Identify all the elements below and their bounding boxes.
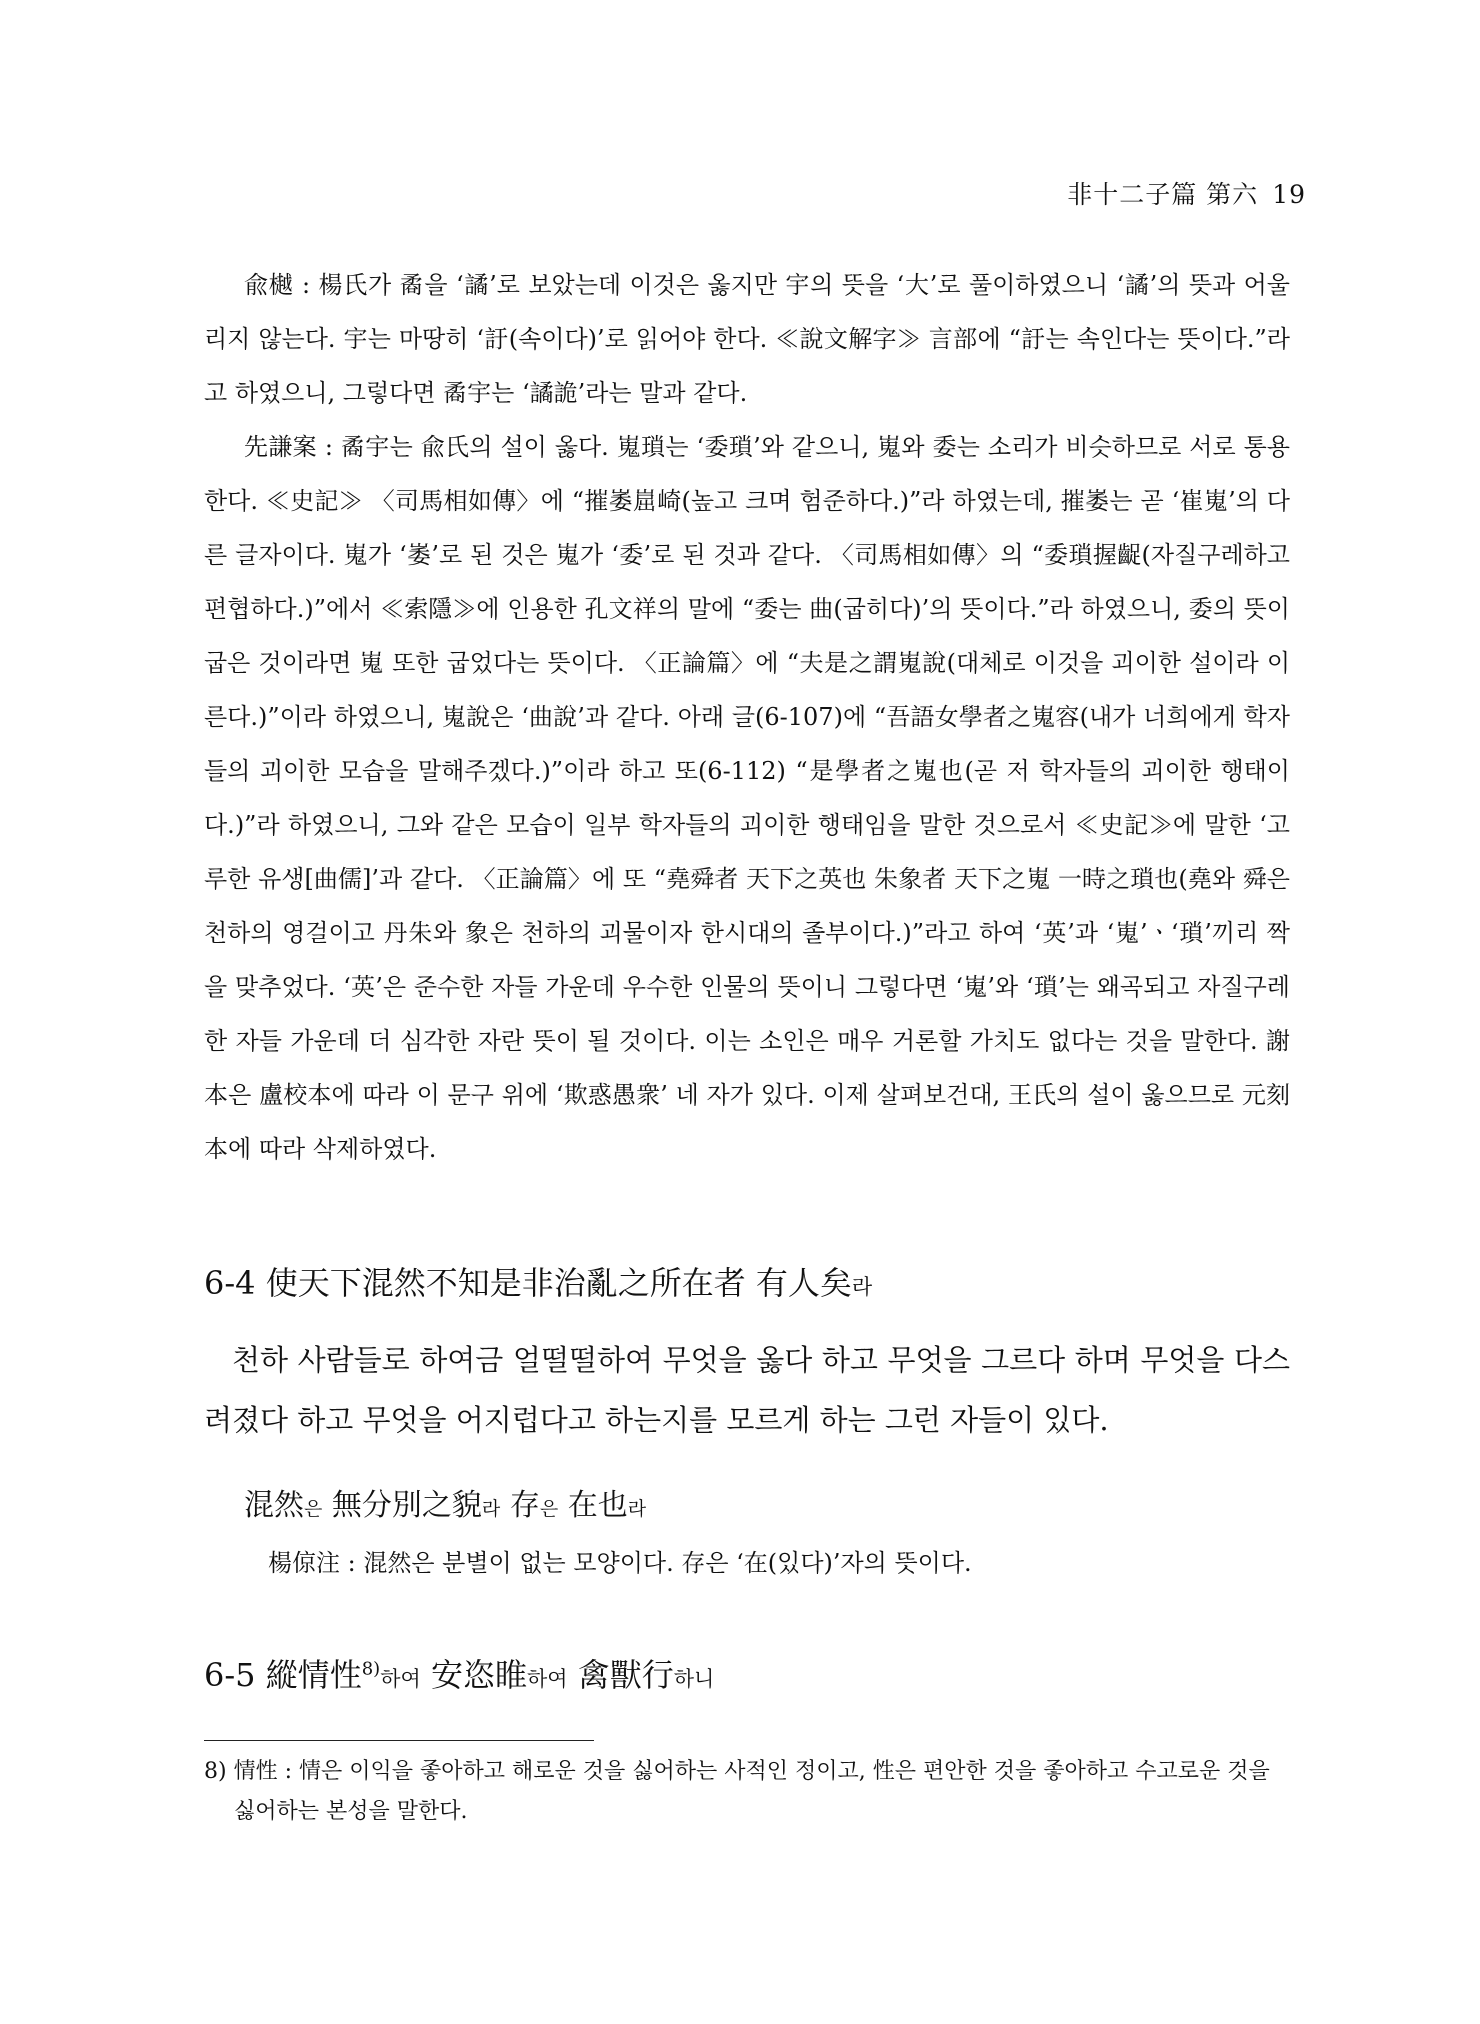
footnote-divider <box>204 1740 594 1741</box>
footnote-text: 情性 : 情은 이익을 좋아하고 해로운 것을 싫어하는 사적인 정이고, 性은 편안한 것을 좋아하고 수고로운 것을 싫어하는 본성을 말한다. <box>233 1759 1270 1824</box>
section-translation: 천하 사람들로 하여금 얼떨떨하여 무엇을 옳다 하고 무엇을 그르다 하며 무엇을 다스려졌다 하고 무엇을 어지럽다고 하는지를 모르게 하는 그런 자들이 있다. <box>204 1343 1290 1437</box>
header-title: 非十二子篇 第六 <box>1067 180 1259 209</box>
section-particle-1: 하여 <box>380 1667 421 1691</box>
section-heading-6-5 <box>204 1650 714 1696</box>
section-text: 使天下混然不知是非治亂之所在者 有人矣 <box>265 1264 852 1302</box>
annotation-commentary: 楊倞注 : 混然은 분별이 없는 모양이다. 存은 ‘在(있다)’자의 뜻이다. <box>268 1549 972 1577</box>
annotation-term-4: 在也 <box>567 1488 628 1523</box>
section-particle-2: 하여 <box>526 1667 568 1691</box>
section-term-2: 安恣睢 <box>430 1656 527 1694</box>
running-header <box>1067 175 1306 211</box>
annotation-particle-4: 라 <box>627 1498 647 1520</box>
annotation-particle-3: 은 <box>539 1498 559 1520</box>
footnote-body <box>204 1752 1290 1832</box>
section-suffix: 라 <box>851 1275 873 1299</box>
annotation-line <box>244 1480 646 1524</box>
section-number: 6-4 <box>204 1264 256 1302</box>
annotation-term-1: 混然 <box>244 1488 304 1523</box>
footnote <box>204 1752 1290 1832</box>
footnote-reference[interactable]: 8) <box>361 1658 381 1680</box>
section-term-1: 縱情性 <box>265 1656 362 1694</box>
section-term-3: 禽獸行 <box>577 1656 674 1694</box>
commentary-paragraph-yu-yue: 兪樾 : 楊氏가 矞을 ‘譎’로 보았는데 이것은 옳지만 宇의 뜻을 ‘大’로 풀이하였으니 ‘譎’의 뜻과 어울리지 않는다. 宇는 마땅히 ‘訏(속이다)’로 읽어야 한다. ≪說文解字≫ 言部에 “訏는 속인다는 뜻이다.”라고 하였으니, 그렇다면 矞宇는 ‘譎詭’라는 말과 같다. <box>204 271 1290 407</box>
section-number: 6-5 <box>204 1656 256 1694</box>
commentary-block <box>204 258 1290 1176</box>
section-heading-6-4 <box>204 1258 872 1304</box>
footnote-number: 8) <box>204 1759 227 1784</box>
page-number: 19 <box>1272 180 1306 209</box>
annotation-particle-2: 라 <box>481 1498 501 1520</box>
annotation-term-2: 無分別之貌 <box>331 1488 482 1523</box>
annotation-particle-1: 은 <box>304 1498 323 1520</box>
annotation-term-3: 存 <box>509 1488 540 1523</box>
commentary-paragraph-wang-xianqian: 先謙案 : 矞宇는 兪氏의 설이 옳다. 嵬瑣는 ‘委瑣’와 같으니, 嵬와 委는 소리가 비슷하므로 서로 통용한다. ≪史記≫ 〈司馬相如傳〉에 “摧崣崫崎(높고 크며 험준하다.)”라 하였는데, 摧崣는 곧 ‘崔嵬’의 다른 글자이다. 嵬가 ‘崣’로 된 것은 嵬가 ‘委’로 된 것과 같다. 〈司馬相如傳〉의 “委瑣握齪(자질구레하고 편협하다.)”에서 ≪索隱≫에 인용한 孔文祥의 말에 “委는 曲(굽히다)’의 뜻이다.”라 하였으니, 委의 뜻이 굽은 것이라면 嵬 또한 굽었다는 뜻이다. 〈正論篇〉에 “夫是之謂嵬說(대체로 이것을 괴이한 설이라 이른다.)”이라 하였으니, 嵬說은 ‘曲說’과 같다. 아래 글(6-107)에 “吾語女學者之嵬容(내가 너희에게 학자들의 괴이한 모습을 말해주겠다.)”이라 하고 또(6-112) “是學者之嵬也(곧 저 학자들의 괴이한 행태이다.)”라 하였으니, 그와 같은 모습이 일부 학자들의 괴이한 행태임을 말한 것으로서 ≪史記≫에 말한 ‘고루한 유생[曲儒]’과 같다. 〈正論篇〉에 또 “堯舜者 天下之英也 朱象者 天下之嵬 一時之瑣也(堯와 舜은 천하의 영걸이고 丹朱와 象은 천하의 괴물이자 한시대의 졸부이다.)”라고 하여 ‘英’과 ‘嵬’ㆍ‘瑣’끼리 짝을 맞추었다. ‘英’은 준수한 자들 가운데 우수한 인물의 뜻이니 그렇다면 ‘嵬’와 ‘瑣’는 왜곡되고 자질구레한 자들 가운데 더 심각한 자란 뜻이 될 것이다. 이는 소인은 매우 거론할 가치도 없다는 것을 말한다. 謝本은 盧校本에 따라 이 문구 위에 ‘欺惑愚衆’ 네 자가 있다. 이제 살펴보건대, 王氏의 설이 옳으므로 元刻本에 따라 삭제하였다. <box>204 433 1290 1163</box>
section-particle-3: 하니 <box>673 1667 715 1691</box>
